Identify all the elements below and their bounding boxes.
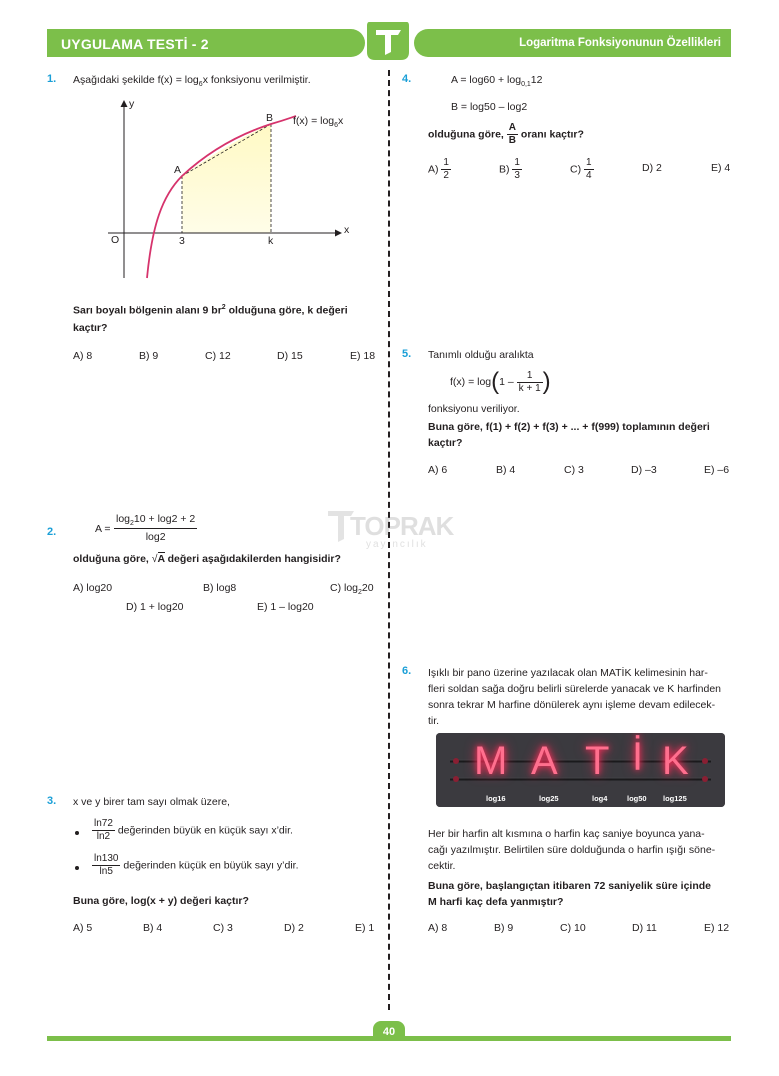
q1-option-c[interactable]: C) 12 xyxy=(205,350,231,362)
bullet-icon xyxy=(75,866,79,870)
q2-sqrt-var: A xyxy=(157,553,165,565)
q1-intro-text-2: x fonksiyonu verilmiştir. xyxy=(202,74,311,86)
q3-bullet2-text: değerinden küçük en büyük sayı y’dir. xyxy=(123,859,299,872)
footer-bar-right xyxy=(405,1036,731,1041)
q1-option-b[interactable]: B) 9 xyxy=(139,350,159,362)
q6-p1-line: sonra tekrar M harfine dönülerek aynı işleme devam edilecek- xyxy=(428,699,716,711)
test-title: UYGULAMA TESTİ - 2 xyxy=(61,36,209,52)
matik-letter-t: T xyxy=(585,739,610,783)
q4-option-c[interactable] xyxy=(570,157,594,182)
publisher-watermark xyxy=(326,505,456,558)
q3-option-e[interactable]: E) 1 xyxy=(355,922,375,934)
q4-option-d[interactable]: D) 2 xyxy=(642,162,662,174)
q4-option-c-num: 1 xyxy=(586,157,592,168)
q4-line2: B = log50 – log2 xyxy=(451,101,528,113)
q4-option-b-label: B) xyxy=(499,163,510,176)
q4-option-a-den: 2 xyxy=(443,170,449,181)
q2-option-c-sub: 2 xyxy=(358,589,362,597)
q2-num-text: log xyxy=(116,513,131,525)
matik-letter-m: M xyxy=(474,739,508,783)
q2-num-text-2: 10 + log2 + 2 xyxy=(133,513,196,525)
q1-y-label: y xyxy=(129,98,135,110)
q6-option-e[interactable]: E) 12 xyxy=(704,922,730,934)
q5-intro: Tanımlı olduğu aralıkta xyxy=(428,349,534,361)
q3-option-d[interactable]: D) 2 xyxy=(284,922,304,934)
q3-frac2 xyxy=(92,853,120,878)
q5-function xyxy=(450,368,551,396)
header-right-bar xyxy=(414,29,731,57)
q3-bullet1 xyxy=(92,818,293,843)
matik-log-k: log125 xyxy=(663,794,687,803)
q4-option-c-label: C) xyxy=(570,163,582,176)
q1-three-label: 3 xyxy=(179,235,185,247)
q1-intro-text: Aşağıdaki şekilde f(x) = log xyxy=(73,74,199,86)
matik-neon-sign xyxy=(436,733,725,807)
q6-option-d[interactable]: D) 11 xyxy=(632,922,657,934)
q3-option-b[interactable]: B) 4 xyxy=(143,922,163,934)
sqrt-icon: √ xyxy=(151,553,158,565)
matik-log-i: log50 xyxy=(627,794,647,803)
q1-intro-sub: 6 xyxy=(198,81,203,89)
q2-option-b[interactable]: B) log8 xyxy=(203,582,237,594)
q5-frac-den: k + 1 xyxy=(518,382,541,394)
q4-option-a[interactable] xyxy=(428,157,451,182)
q2-question xyxy=(73,553,341,565)
q1-func-text: f(x) = log xyxy=(293,115,335,127)
footer-bar-left xyxy=(47,1036,374,1041)
q4-option-b[interactable] xyxy=(499,157,522,182)
q1-func-label xyxy=(293,115,343,129)
q1-question xyxy=(73,304,348,317)
q3-option-a[interactable]: A) 5 xyxy=(73,922,93,934)
page-number: 40 xyxy=(373,1021,405,1041)
q6-option-b[interactable]: B) 9 xyxy=(494,922,514,934)
q6-p1-line: tir. xyxy=(428,715,440,727)
q6-p2-line: cağı yazılmıştır. Belirtilen süre dolduğunda o harfin ışığı söne- xyxy=(428,844,716,856)
q4-frac-num: A xyxy=(508,122,516,133)
q4-option-a-frac xyxy=(441,157,451,182)
q1-option-d[interactable]: D) 15 xyxy=(277,350,303,362)
q2-option-e[interactable]: E) 1 – log20 xyxy=(257,601,314,613)
q4-frac-den: B xyxy=(508,135,516,146)
q2-question-text-2: değeri aşağıdakilerden hangisidir? xyxy=(164,553,341,565)
watermark-sub: yayıncılık xyxy=(366,539,428,550)
q5-option-e[interactable]: E) –6 xyxy=(704,464,730,476)
q2-option-a[interactable]: A) log20 xyxy=(73,582,113,594)
q3-bullet1-text: değerinden büyük en küçük sayı x’dir. xyxy=(117,824,293,837)
matik-letter-k: K xyxy=(662,739,689,783)
q1-question-sup: 2 xyxy=(221,304,226,311)
q6-p2-line: cektir. xyxy=(428,860,456,872)
q1-question-text: Sarı boyalı bölgenin alanı 9 br xyxy=(73,304,222,317)
q4-option-b-frac xyxy=(512,157,522,182)
q6-p1-line: fleri soldan sağa doğru belirli sürelerde yanacak ve K harfinden xyxy=(428,683,722,695)
q4-line1-sub: 0,1 xyxy=(521,81,531,89)
matik-log-a: log25 xyxy=(539,794,559,803)
q1-option-a[interactable]: A) 8 xyxy=(73,350,93,362)
q5-frac xyxy=(517,370,543,395)
q3-frac1-num: ln72 xyxy=(94,818,113,829)
q3-intro: x ve y birer tam sayı olmak üzere, xyxy=(73,796,230,808)
q5-option-b[interactable]: B) 4 xyxy=(496,464,516,476)
q4-line1 xyxy=(451,74,542,88)
q1-k-label: k xyxy=(268,235,274,247)
q4-question-frac xyxy=(507,122,518,147)
q4-option-b-num: 1 xyxy=(514,157,520,168)
q6-paragraph1 xyxy=(428,665,721,729)
header-left-bar xyxy=(47,29,365,57)
q2-number: 2. xyxy=(47,526,57,538)
toprak-logo-icon xyxy=(363,18,413,64)
q6-number: 6. xyxy=(402,665,412,677)
q1-origin-label: O xyxy=(111,234,120,246)
q5-frac-num: 1 xyxy=(517,370,543,383)
q4-question-text: olduğuna göre, xyxy=(428,128,507,141)
matik-letter-i: İ xyxy=(632,735,644,779)
q1-point-a: A xyxy=(174,164,182,176)
q4-option-e[interactable]: E) 4 xyxy=(711,162,731,174)
q5-question: Buna göre, f(1) + f(2) + f(3) + ... + f(999) toplamının değeri xyxy=(428,421,710,433)
watermark-brand: TOPRAK xyxy=(350,511,454,541)
q2-option-d[interactable]: D) 1 + log20 xyxy=(126,601,184,613)
q2-fraction xyxy=(114,513,197,543)
q5-option-d[interactable]: D) –3 xyxy=(631,464,657,476)
q2-a-eq: A = xyxy=(95,523,111,535)
q6-question-line: Buna göre, başlangıçtan itibaren 72 saniyelik süre içinde xyxy=(428,880,712,892)
q5-given: fonksiyonu veriliyor. xyxy=(428,403,520,415)
q2-num-sub: 2 xyxy=(130,520,134,528)
q3-question: Buna göre, log(x + y) değeri kaçtır? xyxy=(73,895,249,907)
q6-question xyxy=(428,878,711,910)
q6-question-line: M harfi kaç defa yanmıştır? xyxy=(428,896,564,908)
q2-option-c-text: C) log xyxy=(330,582,359,594)
q6-p1-line: Işıklı bir pano üzerine yazılacak olan MATİK kelimesinin har- xyxy=(428,667,708,679)
q6-p2-line: Her bir harfin alt kısmına o harfin kaç saniye boyunca yana- xyxy=(428,828,705,840)
q1-question-text-2: olduğuna göre, k değeri xyxy=(225,304,348,317)
q2-question-text: olduğuna göre, xyxy=(73,553,152,565)
topic-title: Logaritma Fonksiyonunun Özellikleri xyxy=(519,37,721,49)
q1-intro xyxy=(73,74,311,88)
q2-option-c-tail: 20 xyxy=(361,582,374,594)
q5-option-a[interactable]: A) 6 xyxy=(428,464,448,476)
q2-fraction-num xyxy=(114,513,197,529)
left-paren-icon: ( xyxy=(491,368,500,395)
q1-func-text-2: x xyxy=(338,115,344,127)
q1-point-b: B xyxy=(266,112,274,124)
bullet-icon xyxy=(75,831,79,835)
q2-option-c[interactable] xyxy=(330,582,374,596)
right-paren-icon: ) xyxy=(542,368,551,395)
q5-func-text: f(x) = log xyxy=(450,376,492,388)
q3-frac2-num: ln130 xyxy=(94,853,119,864)
q4-option-c-den: 4 xyxy=(586,170,592,181)
q1-question-line2: kaçtır? xyxy=(73,322,108,334)
q4-option-c-frac xyxy=(584,157,594,182)
q6-option-c[interactable]: C) 10 xyxy=(560,922,586,934)
q4-number: 4. xyxy=(402,73,412,85)
q6-paragraph2 xyxy=(428,826,715,874)
matik-letter-a: A xyxy=(531,739,558,783)
q3-frac2-den: ln5 xyxy=(99,866,113,877)
q5-func-one: 1 – xyxy=(499,376,514,388)
q1-number: 1. xyxy=(47,73,57,85)
q5-option-c[interactable]: C) 3 xyxy=(564,464,584,476)
q3-bullet2 xyxy=(92,853,299,878)
q1-func-sub: 6 xyxy=(334,122,339,130)
q4-line1-text-2: 12 xyxy=(530,74,543,86)
q3-option-c[interactable]: C) 3 xyxy=(213,922,233,934)
matik-log-t: log4 xyxy=(592,794,608,803)
q5-question-line2: kaçtır? xyxy=(428,437,463,449)
q3-frac1 xyxy=(92,818,115,843)
q4-option-a-num: 1 xyxy=(443,157,449,168)
q1-x-label: x xyxy=(344,224,350,236)
q4-option-a-label: A) xyxy=(428,163,439,176)
q5-number: 5. xyxy=(402,348,412,360)
q4-question xyxy=(428,122,584,147)
q1-option-e[interactable]: E) 18 xyxy=(350,350,376,362)
q2-fraction-den: log2 xyxy=(145,531,166,544)
q6-option-a[interactable]: A) 8 xyxy=(428,922,448,934)
q4-question-text-2: oranı kaçtır? xyxy=(517,128,584,141)
q4-line1-text: A = log60 + log xyxy=(451,74,522,86)
q3-frac1-den: ln2 xyxy=(96,831,111,842)
q4-option-b-den: 3 xyxy=(514,170,520,181)
q1-graph xyxy=(100,96,370,286)
matik-log-m: log16 xyxy=(486,794,506,803)
q3-number: 3. xyxy=(47,795,57,807)
